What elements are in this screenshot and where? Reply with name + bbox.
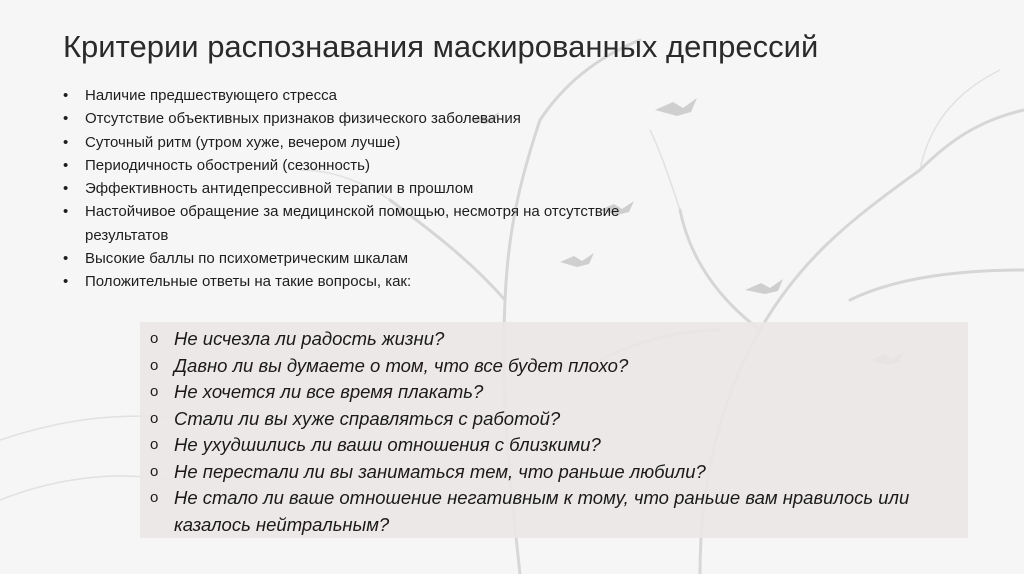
criteria-item: • Наличие предшествующего стресса	[63, 84, 703, 107]
question-text: Не стало ли ваше отношение негативным к тому, что раньше вам нравилось или казалось нейтральным?	[174, 487, 910, 535]
circle-bullet-icon: o	[150, 356, 159, 374]
criteria-item: • Суточный ритм (утром хуже, вечером лучше)	[63, 131, 703, 154]
question-item	[140, 326, 968, 353]
question-text: Не исчезла ли радость жизни?	[174, 328, 445, 349]
question-item	[140, 432, 968, 459]
question-text: Не хочется ли все время плакать?	[174, 381, 484, 402]
circle-bullet-icon: o	[150, 436, 159, 453]
criteria-item: • Периодичность обострений (сезонность)	[63, 154, 703, 177]
criteria-item: • Отсутствие объективных признаков физического заболевания	[63, 107, 703, 130]
question-text: Не перестали ли вы заниматься тем, что раньше любили?	[174, 460, 706, 482]
criteria-item: • Высокие баллы по психометрическим шкалам	[63, 247, 703, 270]
questions-box	[140, 322, 968, 538]
criteria-item: • Настойчивое обращение за медицинской помощью, несмотря на отсутствие результатов	[63, 200, 703, 247]
circle-bullet-icon: o	[150, 462, 159, 480]
question-item	[140, 353, 968, 380]
circle-bullet-icon: o	[150, 489, 159, 506]
question-item	[140, 485, 968, 538]
question-text: Не ухудшились ли ваши отношения с близкими?	[174, 434, 601, 455]
criteria-item: • Эффективность антидепрессивной терапии в прошлом	[63, 177, 703, 200]
question-item	[140, 406, 968, 433]
question-text: Давно ли вы думаете о том, что все будет плохо?	[174, 354, 629, 376]
circle-bullet-icon: o	[150, 330, 159, 347]
question-item	[140, 379, 968, 406]
criteria-item: • Положительные ответы на такие вопросы, как:	[63, 270, 703, 293]
questions-list	[140, 326, 968, 538]
slide-title: Критерии распознавания маскированных депрессий	[63, 29, 819, 64]
criteria-list	[63, 84, 703, 294]
question-item	[140, 459, 968, 486]
circle-bullet-icon: o	[150, 409, 159, 427]
question-text: Стали ли вы хуже справляться с работой?	[174, 407, 561, 429]
circle-bullet-icon: o	[150, 383, 159, 400]
